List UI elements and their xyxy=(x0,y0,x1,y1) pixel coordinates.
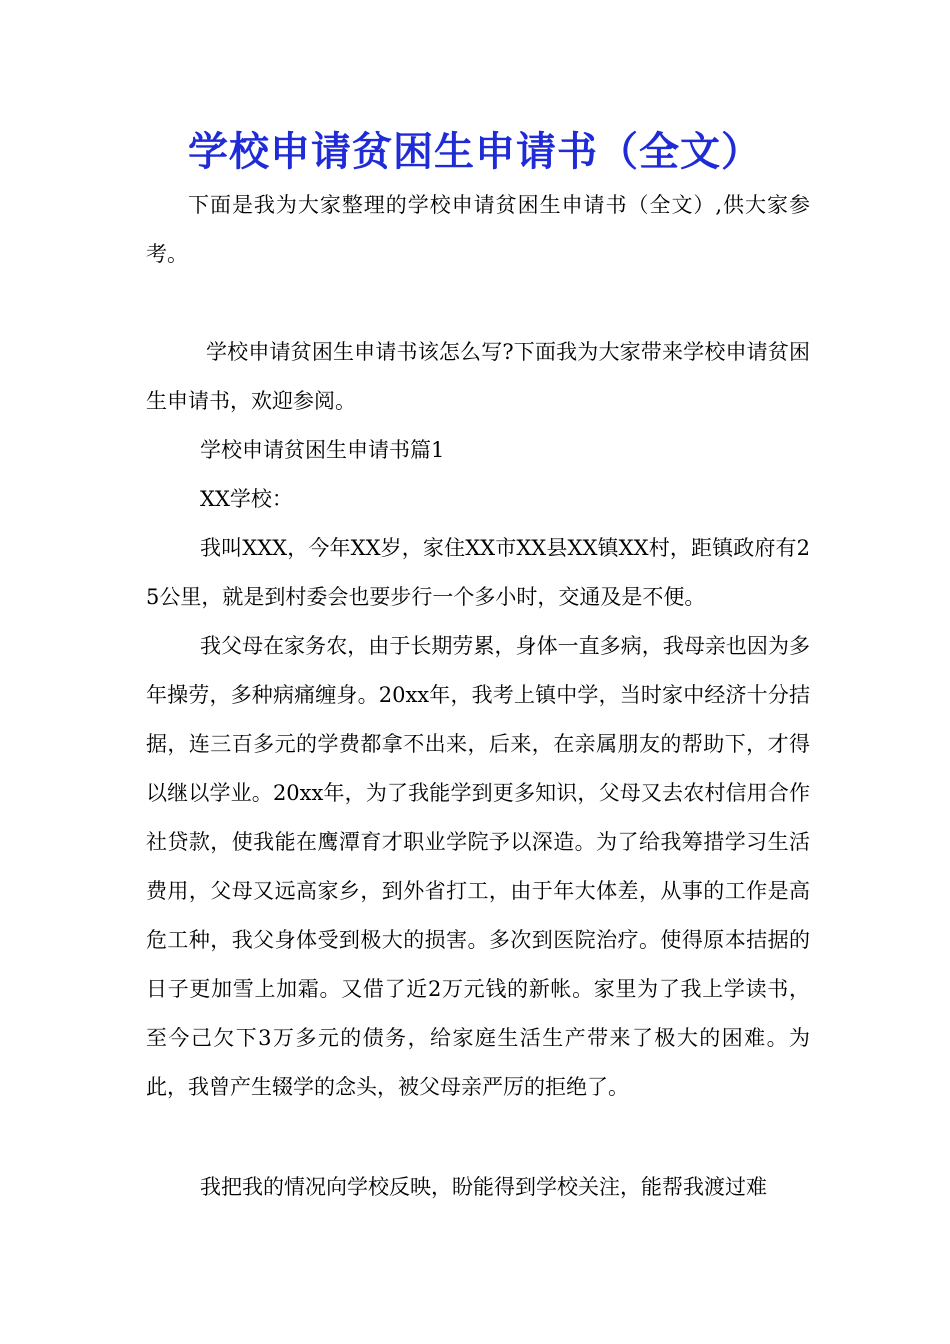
body-paragraph: 我父母在家务农，由于长期劳累，身体一直多病，我母亲也因为多年操劳，多种病痛缠身。20xx年，我考上镇中学，当时家中经济十分拮据，连三百多元的学费都拿不出来，后来，在亲属朋友的帮助下，才得以继以学业。20xx年，为了我能学到更多知识，父母又去农村信用合作社贷款，使我能在鹰潭育才职业学院予以深造。为了给我筹措学习生活费用，父母又远高家乡，到外省打工，由于年大体差，从事的工作是高危工种，我父身体受到极大的损害。多次到医院治疗。使得原本拮据的日子更加雪上加霜。又借了近2万元钱的新帐。家里为了我上学读书，至今己欠下3万多元的债务，给家庭生活生产带来了极大的困难。为此，我曾产生辍学的念头，被父母亲严厉的拒绝了。 xyxy=(146,634,810,1099)
body-paragraph: 我叫XXX，今年XX岁，家住XX市XX县XX镇XX村，距镇政府有25公里，就是到村委会也要步行一个多小时，交通及是不便。 xyxy=(146,536,810,609)
body-paragraph: 我把我的情况向学校反映，盼能得到学校关注，能帮我渡过难 xyxy=(200,1175,767,1199)
intro-paragraph: 下面是我为大家整理的学校申请贫困生申请书（全文）,供大家参考。 xyxy=(146,193,810,266)
document-title: 学校申请贫困生申请书（全文） xyxy=(188,128,762,175)
lead-paragraph: 学校申请贫困生申请书该怎么写?下面我为大家带来学校申请贫困生申请书，欢迎参阅。 xyxy=(146,340,810,413)
salutation: XX学校： xyxy=(200,487,293,511)
section-heading: 学校申请贫困生申请书篇1 xyxy=(200,438,445,462)
